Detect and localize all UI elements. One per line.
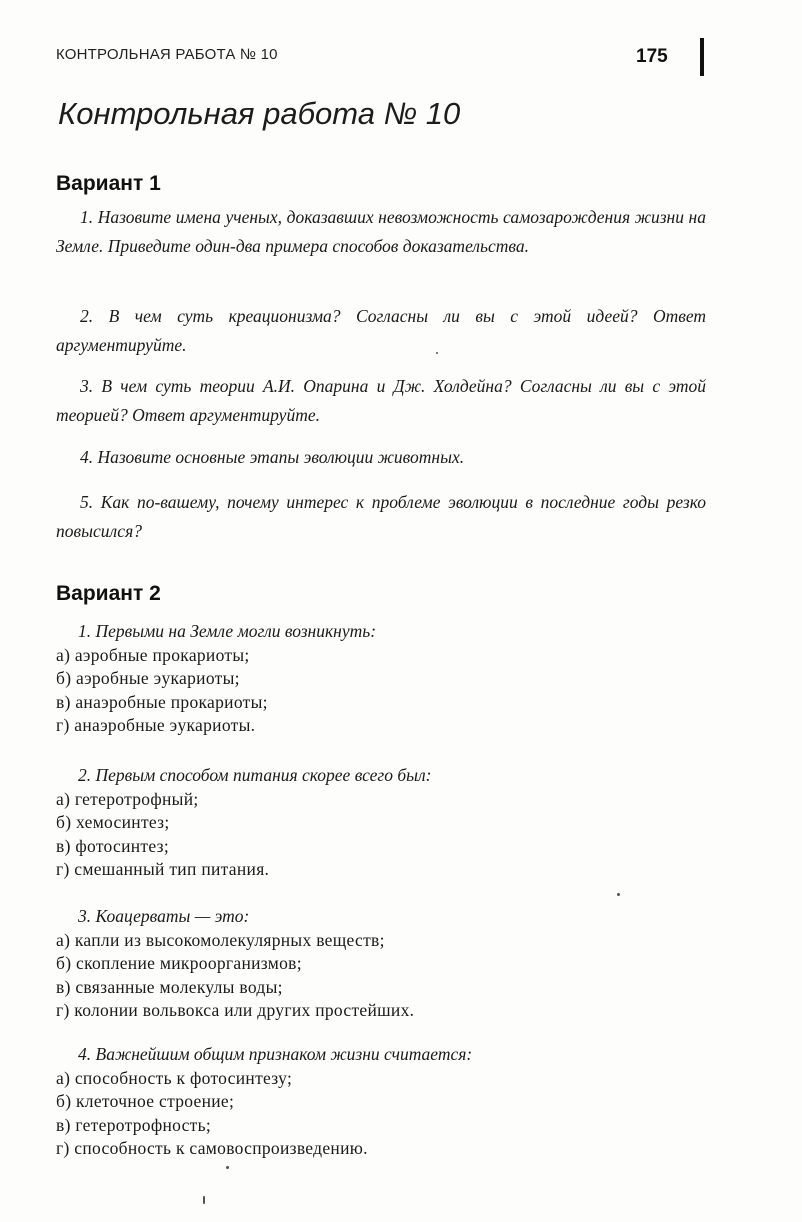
scan-speck (226, 1166, 229, 1169)
page-title: Контрольная работа № 10 (58, 96, 461, 131)
question-stem: 2. Первым способом питания скорее всего был: (78, 765, 432, 785)
question-stem: 1. Первыми на Земле могли возникнуть: (78, 621, 377, 641)
variant-1-question-4: 4. Назовите основные этапы эволюции животных. (80, 447, 465, 467)
variant-1-heading: Вариант 1 (56, 172, 161, 195)
answer-option-b: б) аэробные эукариоты; (56, 668, 240, 688)
scan-speck (203, 1196, 205, 1204)
answer-option-a: а) способность к фотосинтезу; (56, 1067, 293, 1088)
header-rule (700, 38, 704, 76)
answer-option-a: а) капли из высокомолекулярных веществ; (56, 929, 385, 950)
answer-option-c: в) связанные молекулы воды; (56, 976, 283, 997)
answer-option-a: а) гетеротрофный; (56, 788, 199, 809)
variant-1-question-1: 1. Назовите имена ученых, доказавших невозможность самозарождения жизни на Земле. Приведите один-два примера способов доказательства. (56, 207, 706, 256)
variant-2-question-1 (56, 620, 706, 738)
answer-option-c: в) анаэробные прокариоты; (56, 691, 268, 712)
variant-1-question-3: 3. В чем суть теории А.И. Опарина и Дж. Холдейна? Согласны ли вы с этой теорией? Ответ аргументируйте. (56, 376, 706, 425)
question-stem: 4. Важнейшим общим признаком жизни считается: (78, 1044, 473, 1064)
answer-option-d: г) смешанный тип питания. (56, 859, 270, 879)
running-head: КОНТРОЛЬНАЯ РАБОТА № 10 (56, 46, 278, 63)
answer-option-c: в) фотосинтез; (56, 835, 170, 856)
answer-option-d: г) анаэробные эукариоты. (56, 715, 256, 735)
variant-1-question-2: 2. В чем суть креационизма? Согласны ли вы с этой идеей? Ответ аргументируйте. (56, 306, 706, 355)
variant-2-question-3 (56, 905, 706, 1023)
variant-2-question-4 (56, 1043, 706, 1161)
answer-option-b: б) клеточное строение; (56, 1091, 235, 1111)
page-number: 175 (636, 46, 668, 67)
answer-option-d: г) колонии вольвокса или других простейших. (56, 1000, 415, 1020)
answer-option-b: б) скопление микроорганизмов; (56, 953, 302, 973)
scan-speck (436, 352, 438, 354)
answer-option-d: г) способность к самовоспроизведению. (56, 1138, 368, 1158)
answer-option-a: а) аэробные прокариоты; (56, 644, 250, 665)
variant-1-question-5: 5. Как по-вашему, почему интерес к проблеме эволюции в последние годы резко повысился? (56, 492, 706, 541)
variant-2-heading: Вариант 2 (56, 582, 161, 605)
answer-option-b: б) хемосинтез; (56, 812, 170, 832)
scan-speck (617, 893, 620, 896)
answer-option-c: в) гетеротрофность; (56, 1114, 212, 1135)
question-stem: 3. Коацерваты — это: (78, 906, 250, 926)
variant-2-question-2 (56, 764, 706, 882)
